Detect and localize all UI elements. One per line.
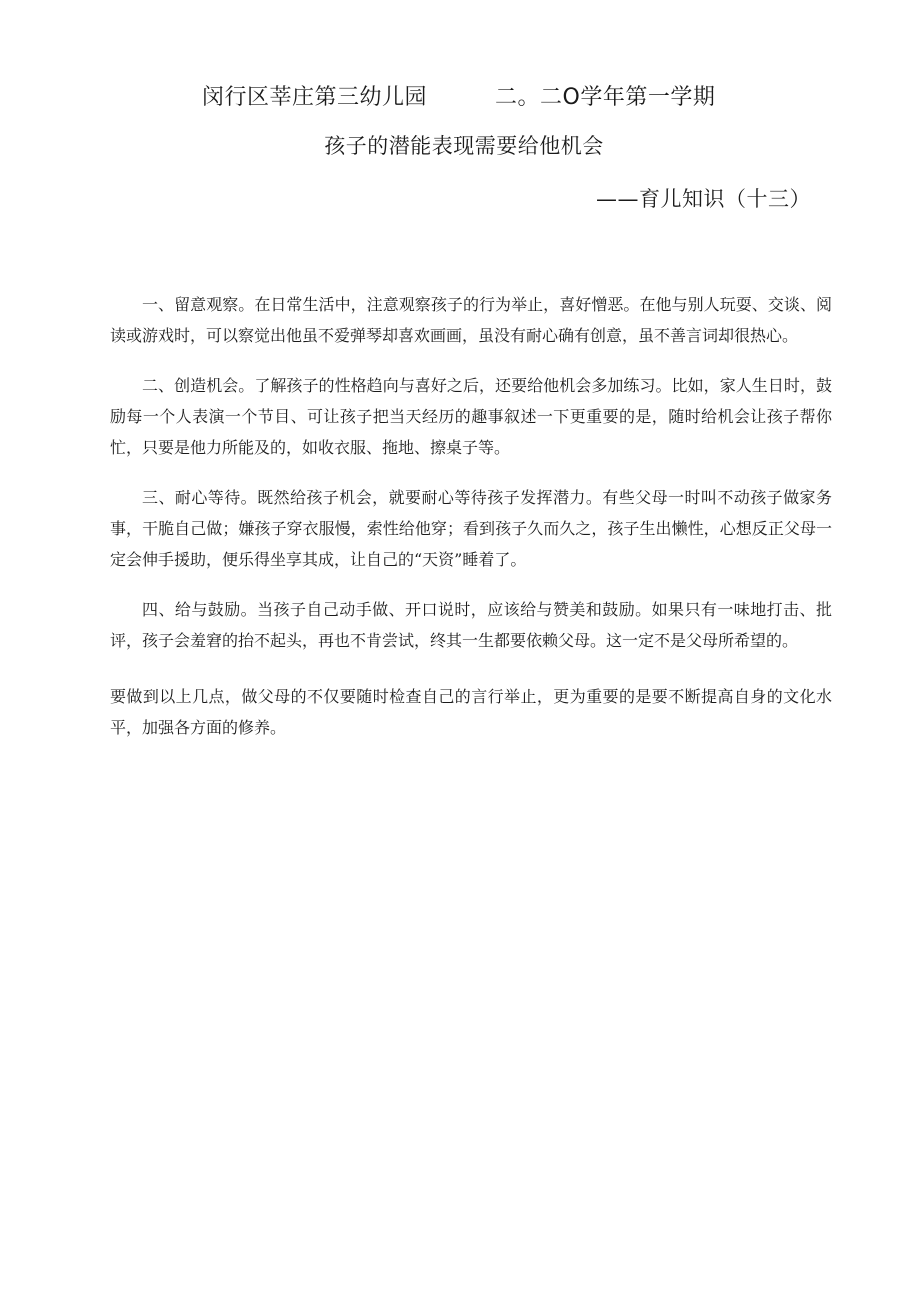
paragraph-encourage: 四、给与鼓励。当孩子自己动手做、开口说时，应该给与赞美和鼓励。如果只有一味地打击、批评，孩子会羞窘的抬不起头，再也不肯尝试，终其一生都要依赖父母。这一定不是父母所希望的。 — [110, 600, 832, 650]
paragraph-patience: 三、耐心等待。既然给孩子机会，就要耐心等待孩子发挥潜力。有些父母一时叫不动孩子做家务事，干脆自己做；嫌孩子穿衣服慢，索性给他穿；看到孩子久而久之，孩子生出懒性，心想反正父母一定会伸手援助，便乐得坐享其成，让自己的“天资”睡着了。 — [110, 488, 832, 569]
school-name: 闵行区莘庄第三幼儿园 — [202, 85, 428, 110]
school-term: 二。二O学年第一学期 — [495, 85, 716, 110]
document-body — [110, 289, 832, 762]
paragraph-observe: 一、留意观察。在日常生活中，注意观察孩子的行为举止，喜好憎恶。在他与别人玩耍、交谈、阅读或游戏时，可以察觉出他虽不爱弹琴却喜欢画画，虽没有耐心确有创意，虽不善言词却很热心。 — [110, 295, 832, 345]
paragraph-create-opportunity: 二、创造机会。了解孩子的性格趋向与喜好之后，还要给他机会多加练习。比如，家人生日时，鼓励每一个人表演一个节目、可让孩子把当天经历的趣事叙述一下更重要的是，随时给机会让孩子帮你忙，只要是他力所能及的，如收衣服、拖地、擦桌子等。 — [110, 376, 832, 457]
document-title: 孩子的潜能表现需要给他机会 — [324, 134, 604, 158]
paragraph-conclusion: 要做到以上几点，做父母的不仅要随时检查自己的言行举止，更为重要的是要不断提高自身的文化水平，加强各方面的修养。 — [110, 687, 832, 737]
document-header — [200, 80, 760, 114]
document-subtitle: ——育儿知识（十三） — [596, 187, 811, 211]
